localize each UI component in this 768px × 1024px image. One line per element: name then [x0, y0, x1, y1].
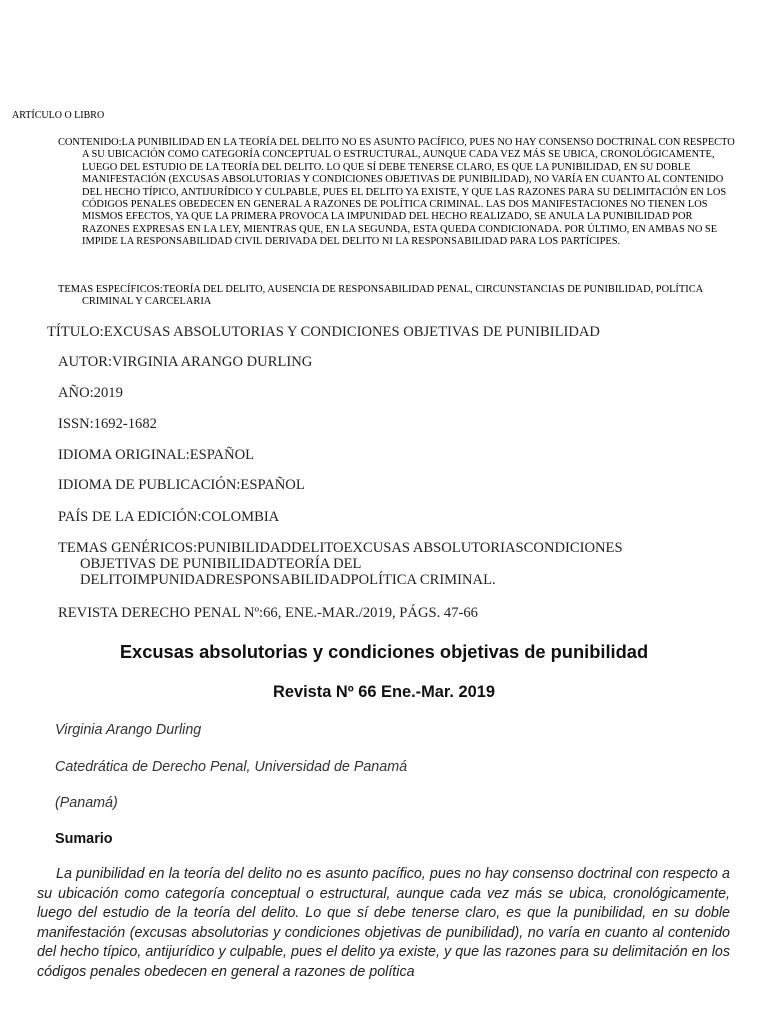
- meta-title: TÍTULO:EXCUSAS ABSOLUTORIAS Y CONDICIONES OBJETIVAS DE PUNIBILIDAD: [47, 324, 600, 340]
- meta-year: AÑO:2019: [58, 385, 123, 401]
- meta-publication-language: IDIOMA DE PUBLICACIÓN:ESPAÑOL: [58, 477, 305, 493]
- meta-original-language: IDIOMA ORIGINAL:ESPAÑOL: [58, 447, 255, 463]
- meta-issn: ISSN:1692-1682: [58, 416, 157, 432]
- article-title: Excusas absolutorias y condiciones objetivas de punibilidad: [119, 641, 649, 662]
- specific-topics: TEMAS ESPECÍFICOS:TEORÍA DEL DELITO, AUSENCIA DE RESPONSABILIDAD PENAL, CIRCUNSTANCIAS DE PUNIBILIDAD, POLÍTICA CRIMINAL Y CARCELARIA: [58, 284, 703, 308]
- article-subtitle: Revista Nº 66 Ene.-Mar. 2019: [273, 683, 495, 701]
- content-abstract: CONTENIDO:LA PUNIBILIDAD EN LA TEORÍA DEL DELITO NO ES ASUNTO PACÍFICO, PUES NO HAY CONSENSO DOCTRINAL CON RESPECTO A SU UBICACIÓN COMO CATEGORÍA CONCEPTUAL O ESTRUCTURAL, AUNQUE CADA VEZ MÁS SE UBICA, CRONOLÓGICAMENTE, LUEGO DEL ESTUDIO DE LA TEORÍA DEL DELITO. LO QUE SÍ DEBE TENERSE CLARO, ES QUE LA PUNIBILIDAD, EN SU DOBLE MANIFESTACIÓN (EXCUSAS ABSOLUTORIAS Y CONDICIONES OBJETIVAS DE PUNIBILIDAD), NO VARÍA EN CUANTO AL CONTENIDO DEL HECHO TÍPICO, ANTIJURÍDICO Y CULPABLE, PUES EL DELITO YA EXISTE, Y QUE LAS RAZONES PARA SU DELIMITACIÓN EN LOS CÓDIGOS PENALES OBEDECEN EN GENERAL A RAZONES DE POLÍTICA CRIMINAL. LAS DOS MANIFESTACIONES NO TIENEN LOS MISMOS EFECTOS, YA QUE LA PRIMERA PROVOCA LA IMPUNIDAD DEL HECHO REALIZADO, SE ANULA LA PUNIBILIDAD POR RAZONES EXPRESAS EN LA LEY, MIENTRAS QUE, EN LA SEGUNDA, ESTA QUEDA CONDICIONADA. POR ÚLTIMO, EN AMBAS NO SE IMPIDE LA RESPONSABILIDAD CIVIL DERIVADA DEL DELITO NI LA RESPONSABILIDAD PARA LOS PARTÍCIPES.: [58, 137, 735, 248]
- meta-journal: REVISTA DERECHO PENAL Nº:66, ENE.-MAR./2019, PÁGS. 47-66: [58, 605, 478, 621]
- meta-author: AUTOR:VIRGINIA ARANGO DURLING: [58, 354, 313, 370]
- meta-generic-topics: TEMAS GENÉRICOS:PUNIBILIDADDELITOEXCUSAS ABSOLUTORIASCONDICIONES OBJETIVAS DE PUNIBILIDADTEORÍA DEL DELITOIMPUNIDADRESPONSABILIDADPOLÍTICA CRIMINAL.: [58, 540, 623, 588]
- document-type-label: ARTÍCULO O LIBRO: [12, 110, 105, 121]
- author-country: (Panamá): [55, 795, 118, 811]
- author-name: Virginia Arango Durling: [55, 722, 202, 738]
- summary-paragraph: La punibilidad en la teoría del delito no es asunto pacífico, pues no hay consenso doctrinal con respecto a su ubicación como categoría conceptual o estructural, aunque cada vez más se ubica, cronológicamente, luego del estudio de la teoría del delito. Lo que sí debe tenerse claro, es que la punibilidad, en su doble manifestación (excusas absolutorias y condiciones objetivas de punibilidad), no varía en cuanto al contenido del hecho típico, antijurídico y culpable, pues el delito ya existe, y que las razones para su delimitación en los códigos penales obedecen en general a razones de política: [37, 866, 730, 980]
- author-affiliation: Catedrática de Derecho Penal, Universidad de Panamá: [55, 759, 408, 775]
- meta-edition-country: PAÍS DE LA EDICIÓN:COLOMBIA: [58, 509, 280, 525]
- summary-heading: Sumario: [55, 831, 113, 847]
